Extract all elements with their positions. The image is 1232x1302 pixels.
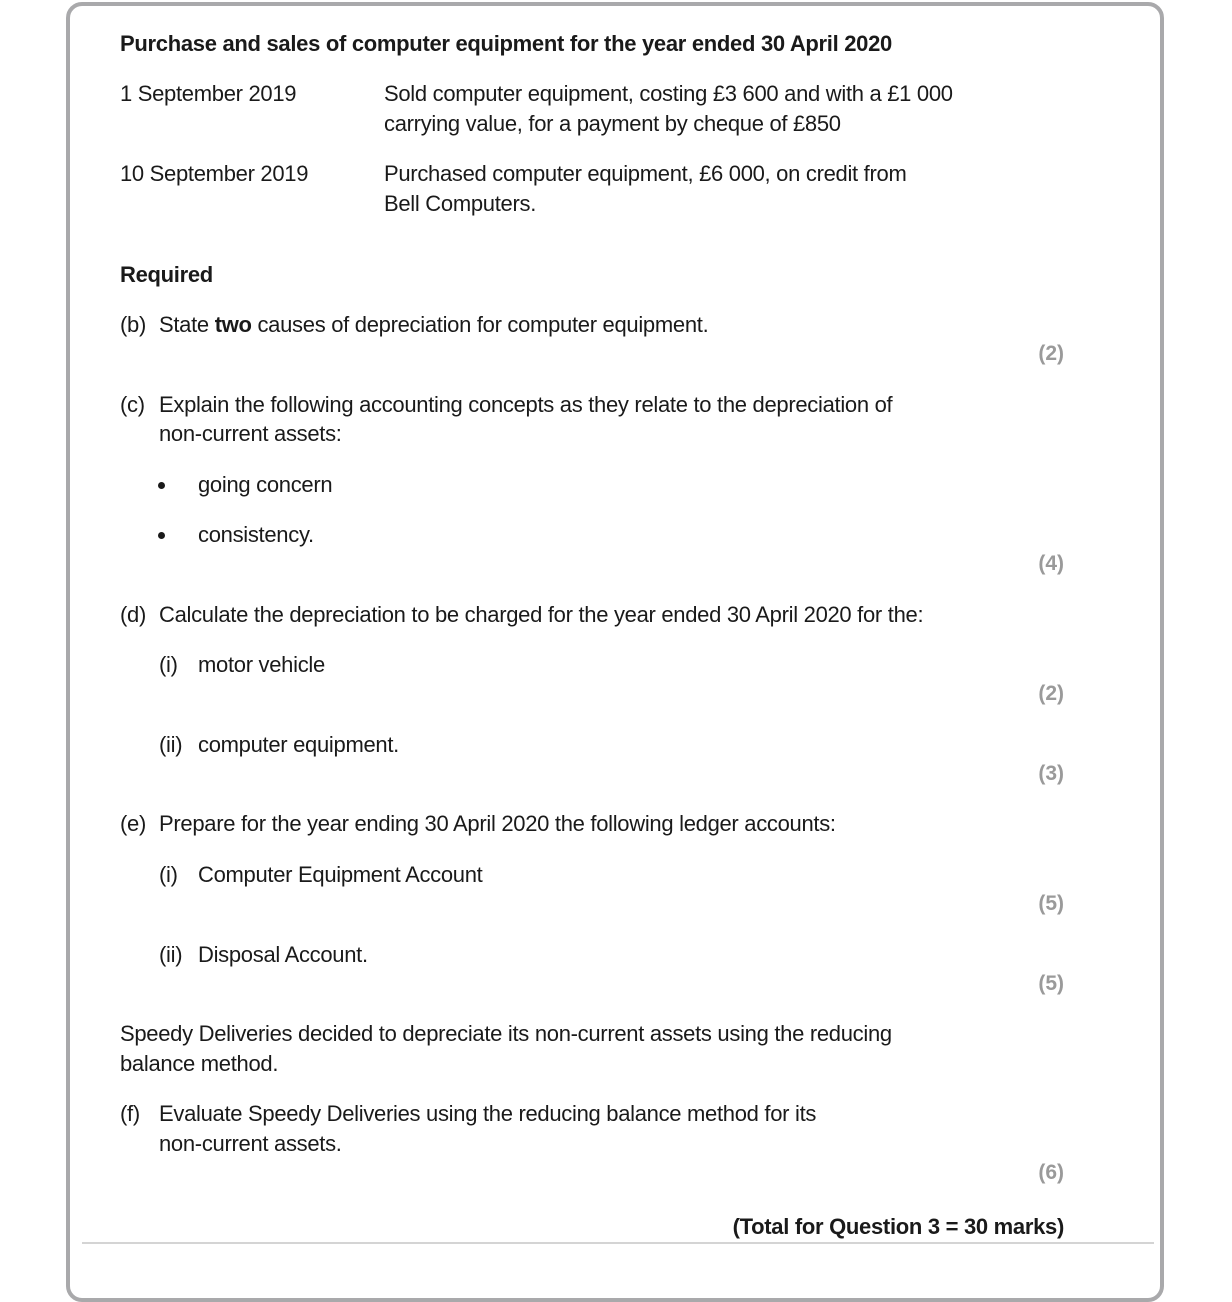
bullet-icon (158, 532, 165, 539)
subpart-text: motor vehicle (198, 652, 325, 677)
transaction-text: Purchased computer equipment, £6 000, on credit from (384, 161, 907, 186)
intro-text: balance method. (120, 1051, 279, 1076)
transaction-text: carrying value, for a payment by cheque of £850 (384, 111, 841, 136)
total-marks: (Total for Question 3 = 30 marks) (732, 1214, 1064, 1239)
question-label: (f) (120, 1101, 140, 1126)
bullet-icon (158, 482, 165, 489)
question-text: Explain the following accounting concepts as they relate to the depreciation of (159, 392, 893, 417)
question-text: Prepare for the year ending 30 April 2020 the following ledger accounts: (159, 811, 836, 836)
subpart-text: Computer Equipment Account (198, 862, 483, 887)
question-label: (b) (120, 312, 146, 337)
question-label: (d) (120, 602, 146, 627)
transaction-date: 1 September 2019 (120, 81, 297, 106)
bullet-item: consistency. (198, 522, 314, 547)
subpart-label: (i) (159, 652, 178, 677)
intro-text: Speedy Deliveries decided to depreciate its non-current assets using the reducing (120, 1021, 892, 1046)
question-label: (c) (120, 392, 145, 417)
marks: (3) (1038, 762, 1064, 785)
question-text: Evaluate Speedy Deliveries using the reducing balance method for its (159, 1101, 817, 1126)
transaction-text: Sold computer equipment, costing £3 600 and with a £1 000 (384, 81, 953, 106)
marks: (2) (1038, 342, 1064, 365)
transaction-date: 10 September 2019 (120, 161, 309, 186)
subpart-text: computer equipment. (198, 732, 399, 757)
marks: (5) (1038, 892, 1064, 915)
required-heading: Required (120, 262, 213, 287)
emphasis: two (214, 312, 252, 337)
question-label: (e) (120, 811, 146, 836)
subpart-label: (ii) (159, 732, 183, 757)
section-heading: Purchase and sales of computer equipment for the year ended 30 April 2020 (120, 31, 892, 56)
question-text: non-current assets: (159, 421, 342, 446)
text: causes of depreciation for computer equipment. (251, 312, 709, 337)
marks: (5) (1038, 972, 1064, 995)
divider (82, 1242, 1154, 1244)
bullet-item: going concern (198, 472, 333, 497)
subpart-label: (i) (159, 862, 178, 887)
question-text: non-current assets. (159, 1131, 342, 1156)
marks: (6) (1038, 1161, 1064, 1184)
marks: (2) (1038, 682, 1064, 705)
transaction-text: Bell Computers. (384, 191, 537, 216)
question-b-text (159, 310, 708, 340)
question-text: Calculate the depreciation to be charged for the year ended 30 April 2020 for the: (159, 602, 924, 627)
subpart-label: (ii) (159, 942, 183, 967)
marks: (4) (1038, 552, 1064, 575)
text: State (159, 312, 215, 337)
subpart-text: Disposal Account. (198, 942, 368, 967)
